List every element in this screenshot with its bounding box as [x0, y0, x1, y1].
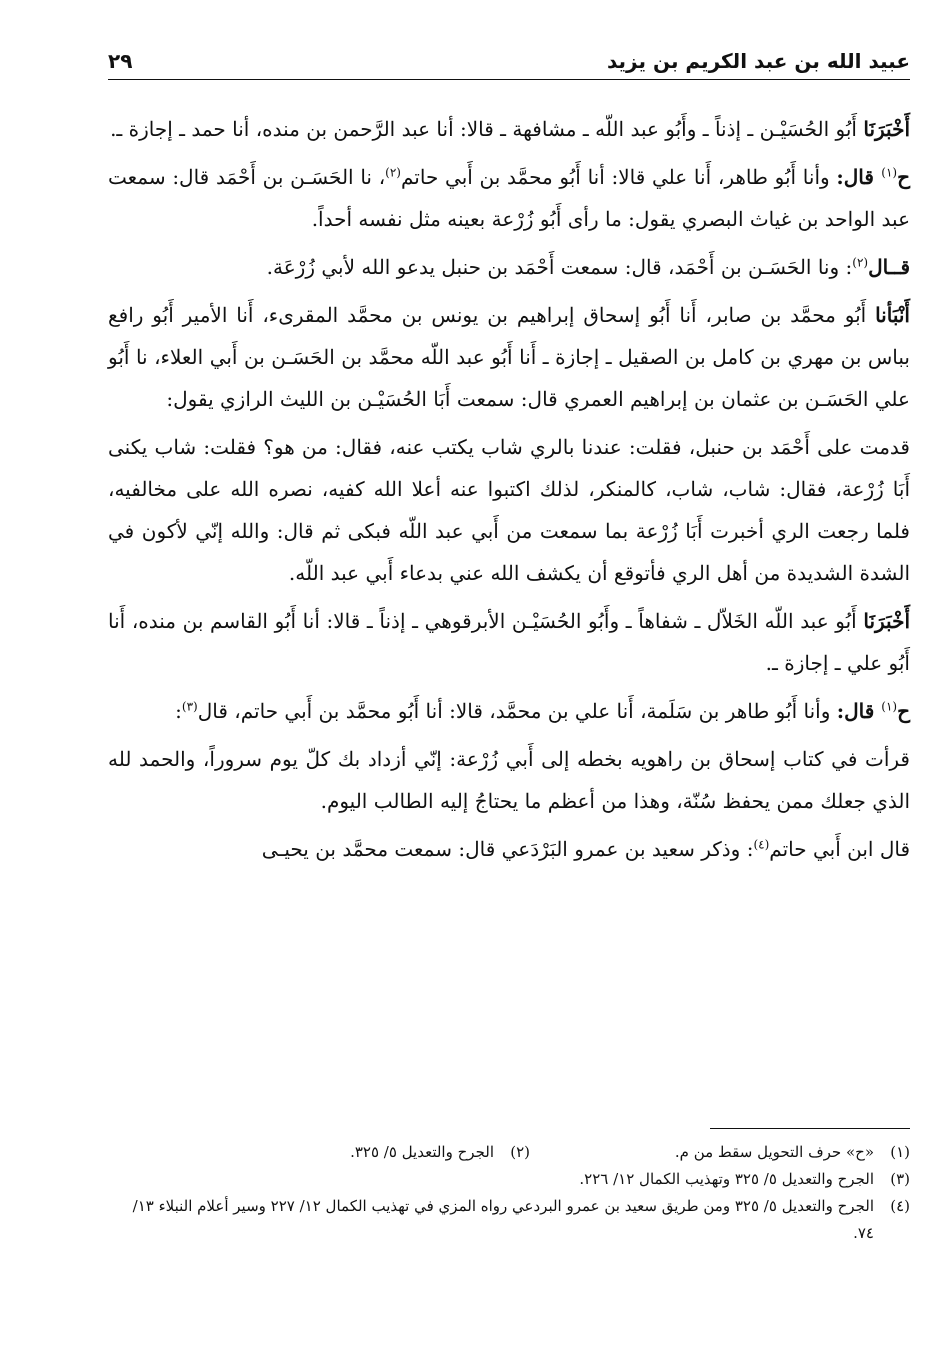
footnote-divider [710, 1128, 910, 1129]
paragraph-text: وأنا أَبُو طاهر بن سَلَمة، أَنا علي بن محمَّد، قالا: أنا أَبُو محمَّد بن أَبي حاتم، قال [197, 699, 837, 723]
paragraph-lead-word: ح [897, 699, 910, 723]
paragraph-lead-word: أَخْبَرَنَا [863, 117, 910, 141]
paragraph-lead-word: ح [897, 165, 911, 189]
paragraph-text: قدمت على أَحْمَد بن حنبل، فقلت: عندنا بالري شاب يكتب عنه، فقال: من هو؟ فقلت: شاب يكنى أَبَا زُرْعة، فقال: شاب، شاب، كالمنكر، لذلك اكتبوا عنه أعلا الله كفيه، نصره الله على مخالفيه، فلما رجعت الري أخبرت أَبَا زُرْعة بما سمعت من أَبي عبد اللّه فبكى ثم قال: والله إنّي لأكون في الشدة الشديدة من أهل الري فأتوقع أن يكشف الله عني بدعاء أَبي عبد اللّه. [108, 435, 910, 585]
footnote-number: (٤) [890, 1197, 910, 1215]
paragraph [108, 294, 910, 420]
paragraph-text: وأنا أَبُو طاهر، أَنا علي قالا: أنا أَبُو محمَّد بن أَبي حاتم [400, 165, 837, 189]
footnote-text: الجرح والتعديل ٥/ ٣٢٥ ومن طريق سعيد بن عمرو البردعي رواه المزي في تهذيب الكمال ١٢/ ٢٢٧ وسير أعلام النبلاء ١٣/ ٧٤. [132, 1197, 874, 1242]
footnote-ref: (٤) [753, 837, 770, 852]
paragraph [108, 690, 910, 732]
paragraph-text: أَبُو محمَّد بن صابر، أَنا أَبُو إسحاق إبراهيم بن يونس بن محمَّد المقرىء، أَنا الأمير أَبُو رافع بباس بن مهري بن كامل بن الصقيل ـ إجازة ـ أَنا أَبُو عبد اللّه محمَّد بن الحَسَـن بن أَبي العلاء، نا أَبُو علي الحَسَـن بن عثمان بن إبراهيم العمري قال: سمعت أَبَا الحُسَيْـن بن الليث الرازي يقول: [108, 303, 910, 411]
paragraph-text: ، نا الحَسَـن بن أَحْمَد قال: سمعت عبد الواحد بن غياث البصري يقول: ما رأى أَبُو زُرْعة بعينه مثل نفسه أحداً. [108, 165, 910, 231]
footnotes [108, 1128, 910, 1247]
paragraph [108, 738, 910, 822]
footnote-ref: (١) [881, 699, 898, 714]
running-head [108, 46, 910, 80]
footnote-row [108, 1193, 910, 1247]
footnote [579, 1166, 910, 1193]
paragraph-lead-word: قال: [836, 165, 882, 189]
footnote-number: (١) [890, 1143, 910, 1161]
paragraph-text: : وذكر سعيد بن عمرو البَرْدَعي قال: سمعت محمَّد بن يحيـى [261, 837, 754, 861]
paragraph-lead-word: أَنْبَأنا [875, 303, 910, 327]
main-text [108, 108, 910, 870]
paragraph [108, 426, 910, 594]
footnote [530, 1139, 910, 1166]
footnote-text: الجرح والتعديل ٥/ ٣٢٥. [350, 1143, 494, 1161]
footnote-ref: (٢) [385, 165, 401, 180]
footnote-row [108, 1166, 910, 1193]
paragraph-lead-word: قال: [836, 699, 882, 723]
footnote-text: الجرح والتعديل ٥/ ٣٢٥ وتهذيب الكمال ١٢/ ٢٢٦. [579, 1170, 874, 1188]
running-head-title: عبيد الله بن عبد الكريم بن يزيد [606, 49, 910, 73]
footnote-ref: (١) [881, 165, 898, 180]
paragraph-lead-word: قــال [868, 255, 910, 279]
paragraph [108, 156, 910, 240]
paragraph [108, 108, 910, 150]
paragraph-text: أَبُو الحُسَيْـن ـ إذناً ـ وأَبُو عبد اللّه ـ مشافهة ـ قالا: أنا عبد الرَّحمن بن منده، أنا حمد ـ إجازة ـ. [110, 117, 864, 141]
paragraph-text: : [175, 699, 182, 723]
footnote [108, 1193, 910, 1247]
footnote-number: (٢) [510, 1143, 530, 1161]
footnote-ref: (٣) [181, 699, 198, 714]
paragraph [108, 246, 910, 288]
paragraph [108, 600, 910, 684]
paragraph [108, 828, 910, 870]
footnote-row [108, 1139, 910, 1166]
footnote-ref: (٢) [852, 255, 869, 270]
paragraph-text: قرأت في كتاب إسحاق بن راهويه بخطه إلى أَبي زُرْعة: إنّي أزداد بك كلّ يوم سروراً، والحمد لله الذي جعلك ممن يحفظ سُنّة، وهذا من أعظم ما يحتاجُ إليه الطالب اليوم. [108, 747, 910, 813]
footnote [350, 1139, 530, 1166]
paragraph-lead-word: أَخْبَرَنَا [863, 609, 911, 633]
book-page [108, 46, 910, 1316]
paragraph-text: قال ابن أَبي حاتم [769, 837, 910, 861]
paragraph-text: : ونا الحَسَـن بن أَحْمَد، قال: سمعت أَحْمَد بن حنبل يدعو الله لأبي زُرْعَة. [266, 255, 853, 279]
footnote-number: (٣) [890, 1170, 910, 1188]
page-number: ٢٩ [108, 49, 133, 73]
paragraph-text: أَبُو عبد اللّه الخَلاّل ـ شفاهاً ـ وأَبُو الحُسَيْـن الأبرقوهي ـ إذناً ـ قالا: أنا أَبُو القاسم بن منده، أَنا أَبُو علي ـ إجازة ـ. [108, 609, 910, 675]
footnote-text: «ح» حرف التحويل سقط من م. [674, 1143, 874, 1161]
